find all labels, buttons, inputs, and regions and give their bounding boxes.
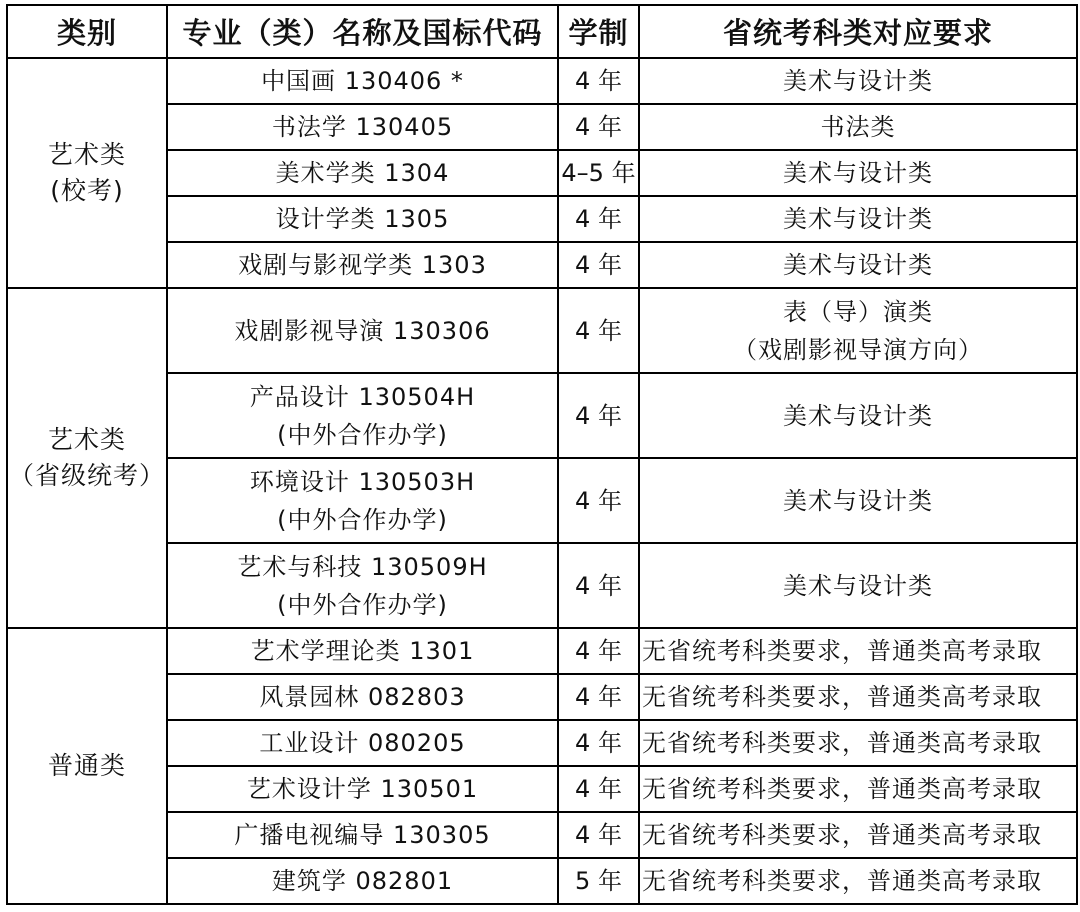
requirement-cell: 美术与设计类 — [639, 150, 1077, 196]
duration-cell: 5 年 — [558, 858, 639, 904]
duration-cell: 4 年 — [558, 628, 639, 674]
requirement-cell: 无省统考科类要求，普通类高考录取 — [639, 674, 1077, 720]
major-cell: 设计学类 1305 — [167, 196, 558, 242]
requirement-cell: 美术与设计类 — [639, 242, 1077, 288]
major-cell: 中国画 130406 * — [167, 58, 558, 104]
header-duration: 学制 — [558, 5, 639, 58]
major-cell: 戏剧与影视学类 1303 — [167, 242, 558, 288]
requirement-cell: 美术与设计类 — [639, 58, 1077, 104]
duration-cell: 4 年 — [558, 766, 639, 812]
duration-cell: 4 年 — [558, 674, 639, 720]
duration-cell: 4 年 — [558, 242, 639, 288]
major-cell: 书法学 130405 — [167, 104, 558, 150]
major-cell: 艺术设计学 130501 — [167, 766, 558, 812]
header-category: 类别 — [7, 5, 167, 58]
requirement-cell: 美术与设计类 — [639, 373, 1077, 458]
duration-cell: 4–5 年 — [558, 150, 639, 196]
table-row — [7, 628, 1077, 674]
duration-cell: 4 年 — [558, 543, 639, 628]
major-cell: 艺术与科技 130509H (中外合作办学) — [167, 543, 558, 628]
table-row — [7, 196, 1077, 242]
duration-cell: 4 年 — [558, 458, 639, 543]
duration-cell: 4 年 — [558, 104, 639, 150]
major-cell: 美术学类 1304 — [167, 150, 558, 196]
table-row — [7, 674, 1077, 720]
requirement-cell: 书法类 — [639, 104, 1077, 150]
table-row — [7, 766, 1077, 812]
major-cell: 艺术学理论类 1301 — [167, 628, 558, 674]
header-row — [7, 5, 1077, 58]
table-row — [7, 858, 1077, 904]
major-cell: 工业设计 080205 — [167, 720, 558, 766]
requirement-cell: 无省统考科类要求，普通类高考录取 — [639, 720, 1077, 766]
table-row — [7, 242, 1077, 288]
major-cell: 建筑学 082801 — [167, 858, 558, 904]
major-cell: 产品设计 130504H (中外合作办学) — [167, 373, 558, 458]
major-cell: 环境设计 130503H (中外合作办学) — [167, 458, 558, 543]
requirement-cell: 无省统考科类要求，普通类高考录取 — [639, 812, 1077, 858]
duration-cell: 4 年 — [558, 812, 639, 858]
requirement-cell: 美术与设计类 — [639, 543, 1077, 628]
requirement-cell: 表（导）演类 （戏剧影视导演方向） — [639, 288, 1077, 373]
table-row — [7, 373, 1077, 458]
table-row — [7, 104, 1077, 150]
duration-cell: 4 年 — [558, 288, 639, 373]
table-row — [7, 812, 1077, 858]
requirement-cell: 无省统考科类要求，普通类高考录取 — [639, 858, 1077, 904]
table-row — [7, 543, 1077, 628]
admissions-table — [6, 4, 1078, 905]
category-cell: 普通类 — [7, 628, 167, 904]
table-row — [7, 720, 1077, 766]
header-requirement: 省统考科类对应要求 — [639, 5, 1077, 58]
duration-cell: 4 年 — [558, 720, 639, 766]
duration-cell: 4 年 — [558, 373, 639, 458]
requirement-cell: 美术与设计类 — [639, 196, 1077, 242]
requirement-cell: 美术与设计类 — [639, 458, 1077, 543]
duration-cell: 4 年 — [558, 58, 639, 104]
table-row — [7, 150, 1077, 196]
table-row — [7, 458, 1077, 543]
category-cell: 艺术类 (校考) — [7, 58, 167, 288]
major-cell: 戏剧影视导演 130306 — [167, 288, 558, 373]
requirement-cell: 无省统考科类要求，普通类高考录取 — [639, 628, 1077, 674]
major-cell: 广播电视编导 130305 — [167, 812, 558, 858]
major-cell: 风景园林 082803 — [167, 674, 558, 720]
category-cell: 艺术类 （省级统考） — [7, 288, 167, 628]
duration-cell: 4 年 — [558, 196, 639, 242]
header-major: 专业（类）名称及国标代码 — [167, 5, 558, 58]
requirement-cell: 无省统考科类要求，普通类高考录取 — [639, 766, 1077, 812]
table-row — [7, 288, 1077, 373]
table-row — [7, 58, 1077, 104]
